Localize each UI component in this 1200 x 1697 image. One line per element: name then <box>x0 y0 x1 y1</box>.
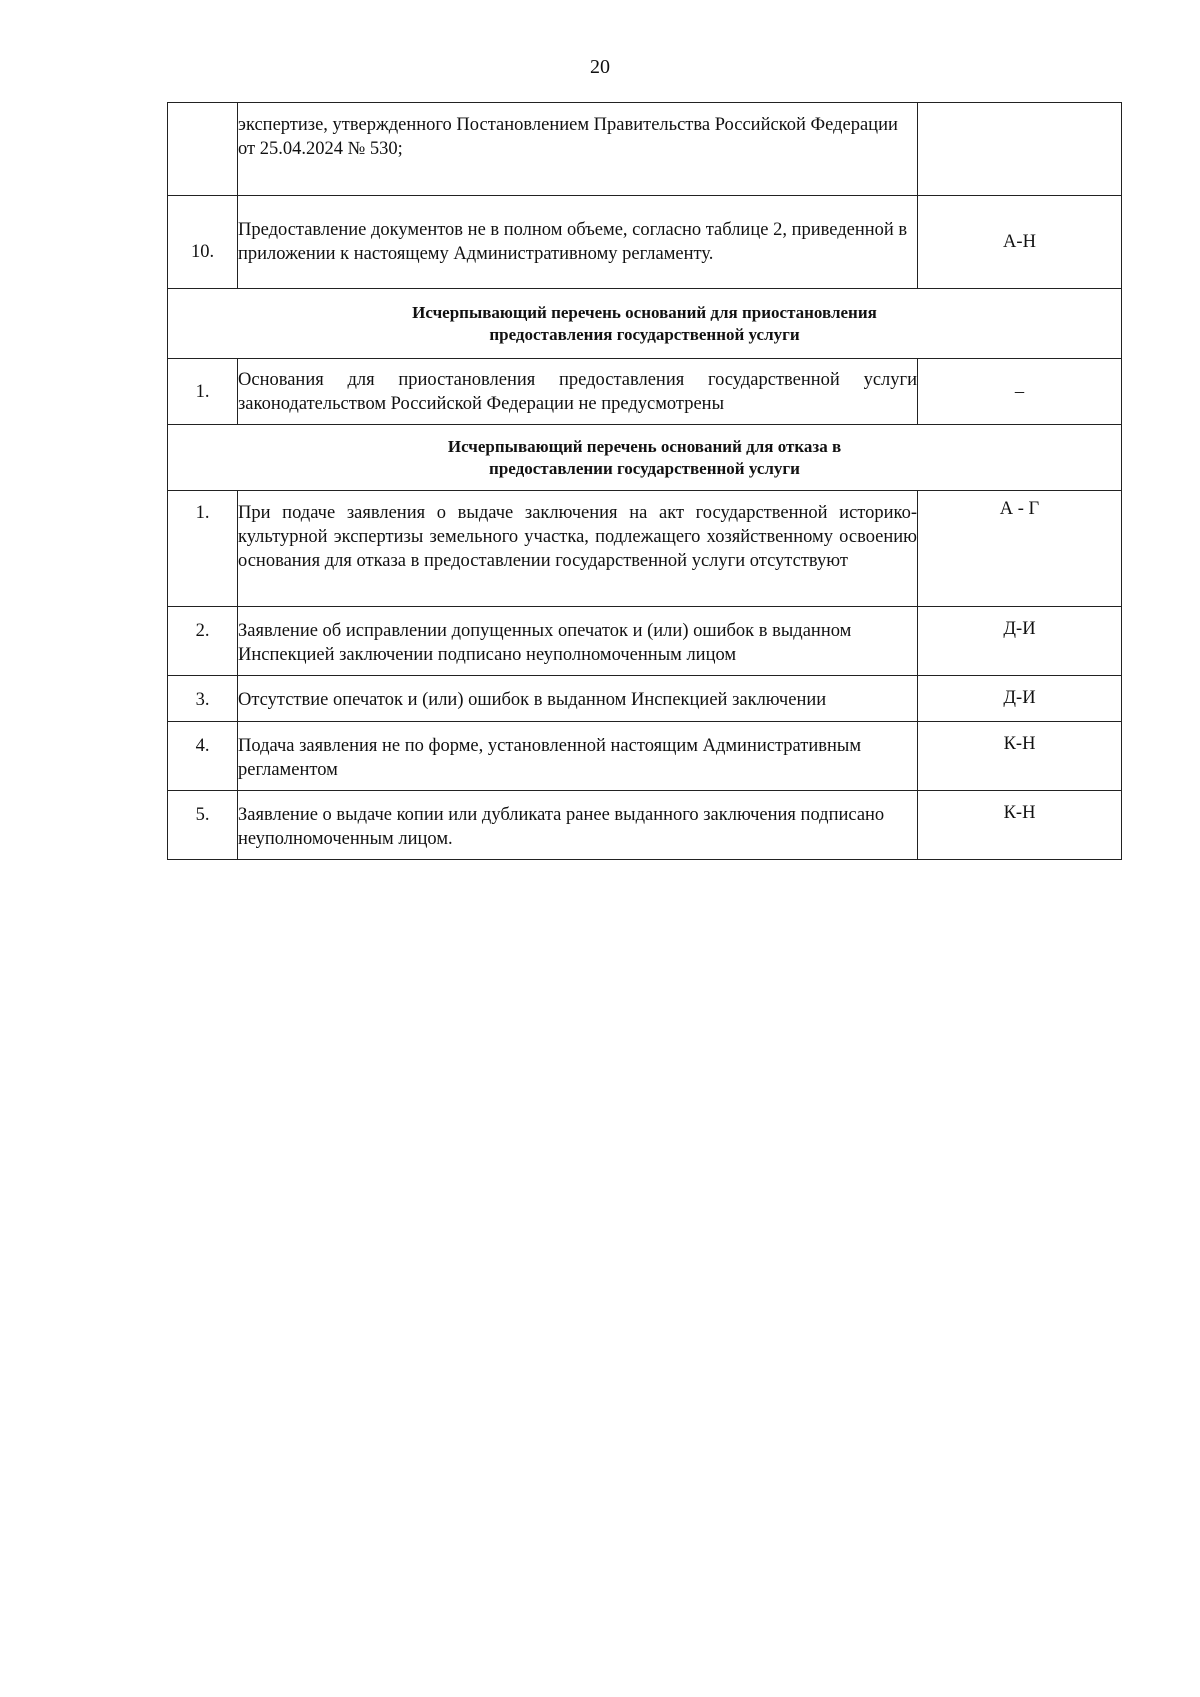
row-text: Отсутствие опечаток и (или) ошибок в выданном Инспекцией заключении <box>238 676 918 722</box>
row-number: 10. <box>168 196 238 289</box>
row-code: А-Н <box>918 196 1122 289</box>
section-header-refuse <box>168 425 1122 491</box>
row-text: При подаче заявления о выдаче заключения на акт государственной историко-культурной экспертизы земельного участка, подлежащего хозяйственному освоению основания для отказа в предоставлении государственной услуги отсутствуют <box>238 491 918 607</box>
grounds-table <box>167 102 1122 860</box>
row-number: 5. <box>168 791 238 860</box>
row-code: К-Н <box>918 722 1122 791</box>
page-number: 20 <box>590 56 610 78</box>
table-row <box>168 607 1122 676</box>
row-code: А - Г <box>918 491 1122 607</box>
row-number: 1. <box>168 359 238 425</box>
table-row <box>168 196 1122 289</box>
row-text: Подача заявления не по форме, установленной настоящим Административным регламентом <box>238 722 918 791</box>
table-row <box>168 103 1122 196</box>
row-number <box>168 103 238 196</box>
row-text: Заявление о выдаче копии или дубликата ранее выданного заключения подписано неуполномоченным лицом. <box>238 791 918 860</box>
row-text: Предоставление документов не в полном объеме, согласно таблице 2, приведенной в приложении к настоящему Административному регламенту. <box>238 196 918 289</box>
table-row <box>168 722 1122 791</box>
row-code: Д-И <box>918 676 1122 722</box>
table-row <box>168 676 1122 722</box>
row-number: 1. <box>168 491 238 607</box>
row-code <box>918 103 1122 196</box>
row-code: – <box>918 359 1122 425</box>
row-code: Д-И <box>918 607 1122 676</box>
row-text: Заявление об исправлении допущенных опечаток и (или) ошибок в выданном Инспекцией заключении подписано неуполномоченным лицом <box>238 607 918 676</box>
row-text: Основания для приостановления предоставления государственной услуги законодательством Российской Федерации не предусмотрены <box>238 359 918 425</box>
section-title: Исчерпывающий перечень оснований для приостановления предоставления государственной услуги <box>168 289 1122 359</box>
row-number: 4. <box>168 722 238 791</box>
table-row <box>168 791 1122 860</box>
table-row <box>168 359 1122 425</box>
table-row <box>168 491 1122 607</box>
row-number: 2. <box>168 607 238 676</box>
row-code: К-Н <box>918 791 1122 860</box>
section-header-suspend <box>168 289 1122 359</box>
section-title: Исчерпывающий перечень оснований для отказа в предоставлении государственной услуги <box>168 425 1122 491</box>
row-text: экспертизе, утвержденного Постановлением Правительства Российской Федерации от 25.04.2024 № 530; <box>238 103 918 196</box>
row-number: 3. <box>168 676 238 722</box>
